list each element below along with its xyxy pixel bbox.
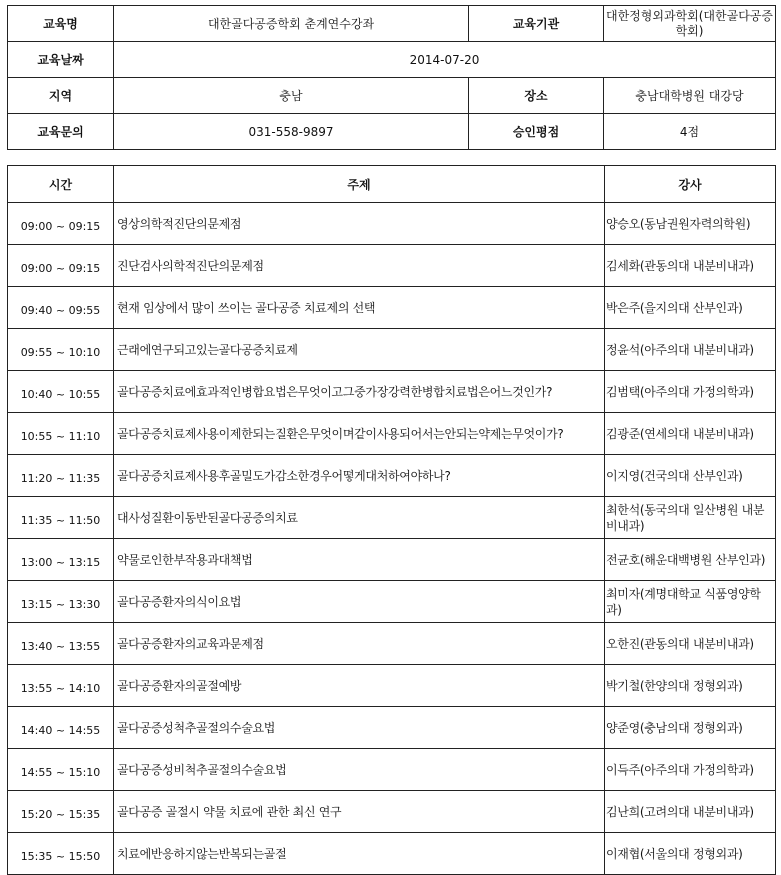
table-row bbox=[8, 539, 776, 581]
table-row bbox=[8, 791, 776, 833]
inquiry-value: 031-558-9897 bbox=[114, 114, 469, 150]
time-cell: 11:20 ~ 11:35 bbox=[8, 455, 114, 497]
time-cell: 10:55 ~ 11:10 bbox=[8, 413, 114, 455]
table-row bbox=[8, 455, 776, 497]
lecturer-cell: 김범택(아주의대 가정의학과) bbox=[605, 371, 776, 413]
time-cell: 15:35 ~ 15:50 bbox=[8, 833, 114, 875]
schedule-body bbox=[8, 203, 776, 875]
place-value: 충남대학병원 대강당 bbox=[604, 78, 776, 114]
lecturer-column-header: 강사 bbox=[605, 166, 776, 203]
topic-cell: 골다공증치료제사용후골밀도가감소한경우어떻게대처하여야하나? bbox=[114, 455, 605, 497]
info-row bbox=[8, 42, 776, 78]
topic-cell: 진단검사의학적진단의문제점 bbox=[114, 245, 605, 287]
lecturer-cell: 이지영(건국의대 산부인과) bbox=[605, 455, 776, 497]
lecturer-cell: 양승오(동남권원자력의학원) bbox=[605, 203, 776, 245]
topic-cell: 골다공증성비척추골절의수술요법 bbox=[114, 749, 605, 791]
table-row bbox=[8, 581, 776, 623]
region-label: 지역 bbox=[8, 78, 114, 114]
time-cell: 09:00 ~ 09:15 bbox=[8, 203, 114, 245]
time-cell: 09:00 ~ 09:15 bbox=[8, 245, 114, 287]
info-row bbox=[8, 114, 776, 150]
lecturer-cell: 정윤석(아주의대 내분비내과) bbox=[605, 329, 776, 371]
table-row bbox=[8, 497, 776, 539]
institution-value: 대한정형외과학회(대한골다공증학회) bbox=[604, 6, 776, 42]
lecturer-cell: 이득주(아주의대 가정의학과) bbox=[605, 749, 776, 791]
credit-label: 승인평점 bbox=[469, 114, 604, 150]
lecturer-cell: 전균호(해운대백병원 산부인과) bbox=[605, 539, 776, 581]
time-cell: 15:20 ~ 15:35 bbox=[8, 791, 114, 833]
credit-value: 4점 bbox=[604, 114, 776, 150]
date-label: 교육날짜 bbox=[8, 42, 114, 78]
lecturer-cell: 양준영(충남의대 정형외과) bbox=[605, 707, 776, 749]
region-value: 충남 bbox=[114, 78, 469, 114]
lecturer-cell: 김세화(관동의대 내분비내과) bbox=[605, 245, 776, 287]
lecturer-cell: 최한석(동국의대 일산병원 내분비내과) bbox=[605, 497, 776, 539]
topic-cell: 골다공증환자의식이요법 bbox=[114, 581, 605, 623]
inquiry-label: 교육문의 bbox=[8, 114, 114, 150]
table-row bbox=[8, 665, 776, 707]
topic-cell: 대사성질환이동반된골다공증의치료 bbox=[114, 497, 605, 539]
time-cell: 13:15 ~ 13:30 bbox=[8, 581, 114, 623]
lecturer-cell: 이재협(서울의대 정형외과) bbox=[605, 833, 776, 875]
time-cell: 10:40 ~ 10:55 bbox=[8, 371, 114, 413]
time-cell: 11:35 ~ 11:50 bbox=[8, 497, 114, 539]
table-row bbox=[8, 413, 776, 455]
schedule-header-row bbox=[8, 166, 776, 203]
time-cell: 13:40 ~ 13:55 bbox=[8, 623, 114, 665]
course-name-value: 대한골다공증학회 춘계연수강좌 bbox=[114, 6, 469, 42]
topic-cell: 약물로인한부작용과대책법 bbox=[114, 539, 605, 581]
topic-cell: 현재 임상에서 많이 쓰이는 골다공증 치료제의 선택 bbox=[114, 287, 605, 329]
course-name-label: 교육명 bbox=[8, 6, 114, 42]
lecturer-cell: 오한진(관동의대 내분비내과) bbox=[605, 623, 776, 665]
course-info-table bbox=[7, 5, 776, 150]
table-row bbox=[8, 329, 776, 371]
time-column-header: 시간 bbox=[8, 166, 114, 203]
topic-cell: 영상의학적진단의문제점 bbox=[114, 203, 605, 245]
table-row bbox=[8, 749, 776, 791]
table-row bbox=[8, 203, 776, 245]
institution-label: 교육기관 bbox=[469, 6, 604, 42]
time-cell: 09:40 ~ 09:55 bbox=[8, 287, 114, 329]
topic-column-header: 주제 bbox=[114, 166, 605, 203]
topic-cell: 골다공증치료제사용이제한되는질환은무엇이며같이사용되어서는안되는약제는무엇이가? bbox=[114, 413, 605, 455]
info-row bbox=[8, 6, 776, 42]
lecturer-cell: 김광준(연세의대 내분비내과) bbox=[605, 413, 776, 455]
time-cell: 14:55 ~ 15:10 bbox=[8, 749, 114, 791]
lecturer-cell: 김난희(고려의대 내분비내과) bbox=[605, 791, 776, 833]
time-cell: 09:55 ~ 10:10 bbox=[8, 329, 114, 371]
topic-cell: 골다공증치료에효과적인병합요법은무엇이고그중가장강력한병합치료법은어느것인가? bbox=[114, 371, 605, 413]
topic-cell: 골다공증 골절시 약물 치료에 관한 최신 연구 bbox=[114, 791, 605, 833]
topic-cell: 골다공증환자의골절예방 bbox=[114, 665, 605, 707]
topic-cell: 근래에연구되고있는골다공증치료제 bbox=[114, 329, 605, 371]
schedule-table bbox=[7, 165, 776, 875]
time-cell: 14:40 ~ 14:55 bbox=[8, 707, 114, 749]
table-row bbox=[8, 707, 776, 749]
date-value: 2014-07-20 bbox=[114, 42, 776, 78]
topic-cell: 치료에반응하지않는반복되는골절 bbox=[114, 833, 605, 875]
place-label: 장소 bbox=[469, 78, 604, 114]
lecturer-cell: 박기철(한양의대 정형외과) bbox=[605, 665, 776, 707]
topic-cell: 골다공증성척추골절의수술요법 bbox=[114, 707, 605, 749]
table-row bbox=[8, 833, 776, 875]
info-row bbox=[8, 78, 776, 114]
time-cell: 13:55 ~ 14:10 bbox=[8, 665, 114, 707]
table-row bbox=[8, 245, 776, 287]
time-cell: 13:00 ~ 13:15 bbox=[8, 539, 114, 581]
lecturer-cell: 박은주(을지의대 산부인과) bbox=[605, 287, 776, 329]
lecturer-cell: 최미자(계명대학교 식품영양학과) bbox=[605, 581, 776, 623]
table-row bbox=[8, 623, 776, 665]
table-row bbox=[8, 287, 776, 329]
topic-cell: 골다공증환자의교육과문제점 bbox=[114, 623, 605, 665]
table-row bbox=[8, 371, 776, 413]
